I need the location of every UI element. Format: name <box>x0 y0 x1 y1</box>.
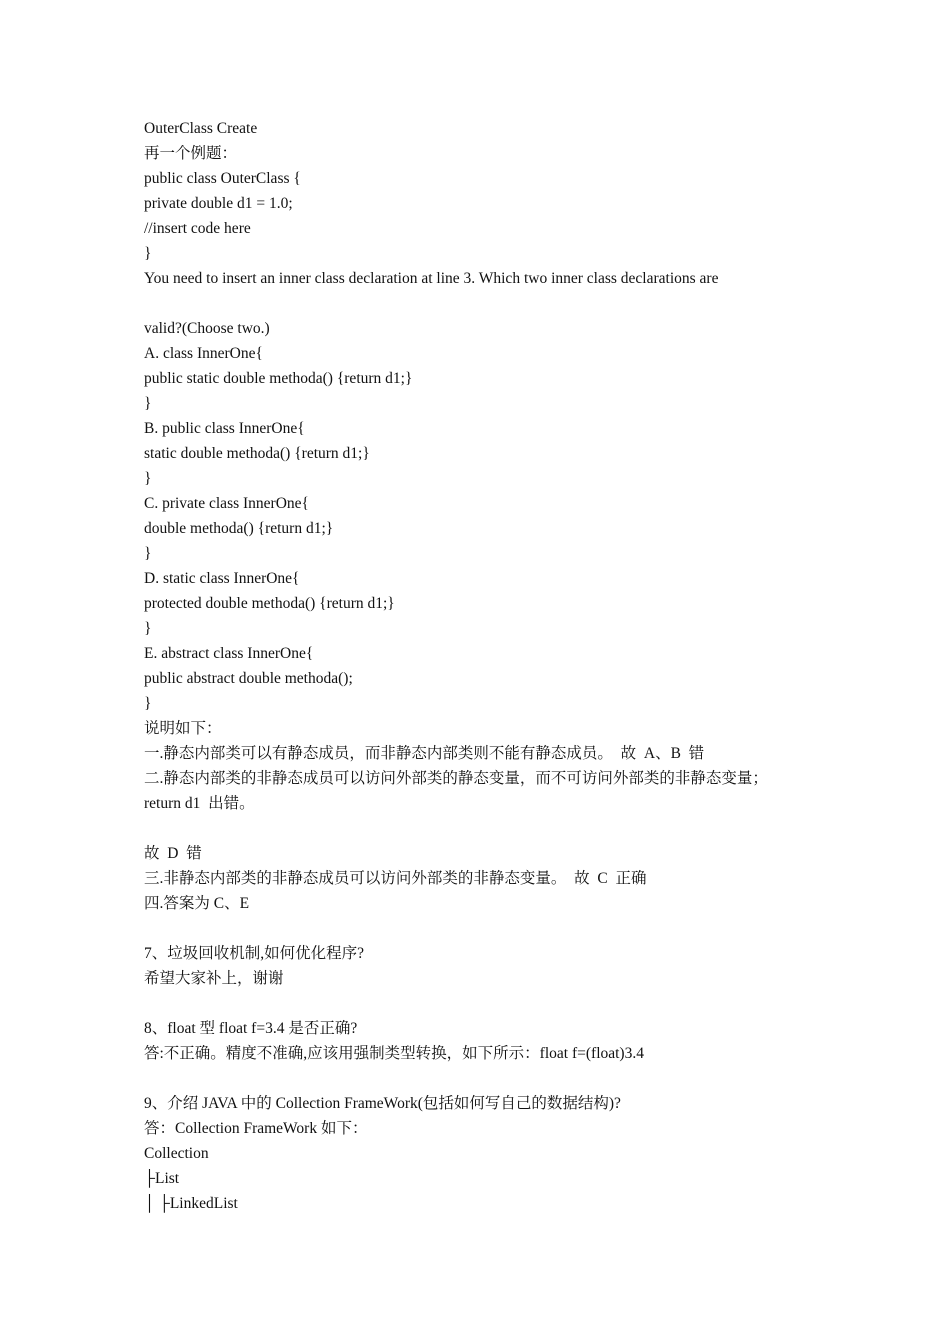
explanation-heading: 说明如下： <box>144 720 222 737</box>
answer-line: 答:不正确。精度不准确,应该用强制类型转换，如下所示：float f=(float)3.4 <box>144 1045 644 1062</box>
blank-line <box>144 1066 834 1091</box>
question-text: valid?(Choose two.) <box>144 320 270 337</box>
explanation-point: 三.非静态内部类的非静态成员可以访问外部类的非静态变量。 故 C 正确 <box>144 870 647 887</box>
code-line: static double methoda() {return d1;} <box>144 445 370 462</box>
option-c: C. private class InnerOne{ <box>144 495 309 512</box>
code-line: public abstract double methoda(); <box>144 670 353 687</box>
tree-node: ├List <box>144 1170 180 1187</box>
option-d: D. static class InnerOne{ <box>144 570 300 587</box>
blank-line <box>144 991 834 1016</box>
document-body <box>144 116 834 1216</box>
option-a: A. class InnerOne{ <box>144 345 263 362</box>
explanation-point: 二.静态内部类的非静态成员可以访问外部类的静态变量，而不可访问外部类的非静态变量； <box>144 770 768 787</box>
question-heading: 8、float 型 float f=3.4 是否正确? <box>144 1020 358 1037</box>
code-line: public static double methoda() {return d1;} <box>144 370 413 387</box>
tree-node: │ ├LinkedList <box>144 1195 238 1212</box>
text-line: OuterClass Create <box>144 120 258 137</box>
code-line: } <box>144 245 152 262</box>
code-line: } <box>144 395 152 412</box>
explanation-point: 一.静态内部类可以有静态成员，而非静态内部类则不能有静态成员。 故 A、B 错 <box>144 745 705 762</box>
code-line: private double d1 = 1.0; <box>144 195 293 212</box>
code-line: //insert code here <box>144 220 251 237</box>
answer-line: 答：Collection FrameWork 如下： <box>144 1120 368 1137</box>
blank-line <box>144 816 834 841</box>
code-line: } <box>144 695 152 712</box>
question-heading: 7、垃圾回收机制,如何优化程序? <box>144 945 365 962</box>
tree-node: Collection <box>144 1145 209 1162</box>
question-text: You need to insert an inner class declaration at line 3. Which two inner class declarations are <box>144 270 719 287</box>
code-line: } <box>144 620 152 637</box>
blank-line <box>144 291 834 316</box>
text-line: 希望大家补上，谢谢 <box>144 970 284 987</box>
text-line: 再一个例题： <box>144 145 238 162</box>
code-line: public class OuterClass { <box>144 170 301 187</box>
code-line: double methoda() {return d1;} <box>144 520 334 537</box>
option-b: B. public class InnerOne{ <box>144 420 305 437</box>
code-line: } <box>144 470 152 487</box>
explanation-point: return d1 出错。 <box>144 795 255 812</box>
blank-line <box>144 916 834 941</box>
code-line: } <box>144 545 152 562</box>
question-heading: 9、介绍 JAVA 中的 Collection FrameWork(包括如何写自己的数据结构)? <box>144 1095 621 1112</box>
option-e: E. abstract class InnerOne{ <box>144 645 314 662</box>
explanation-point: 故 D 错 <box>144 845 202 862</box>
code-line: protected double methoda() {return d1;} <box>144 595 395 612</box>
answer-line: 四.答案为 C、E <box>144 895 250 912</box>
